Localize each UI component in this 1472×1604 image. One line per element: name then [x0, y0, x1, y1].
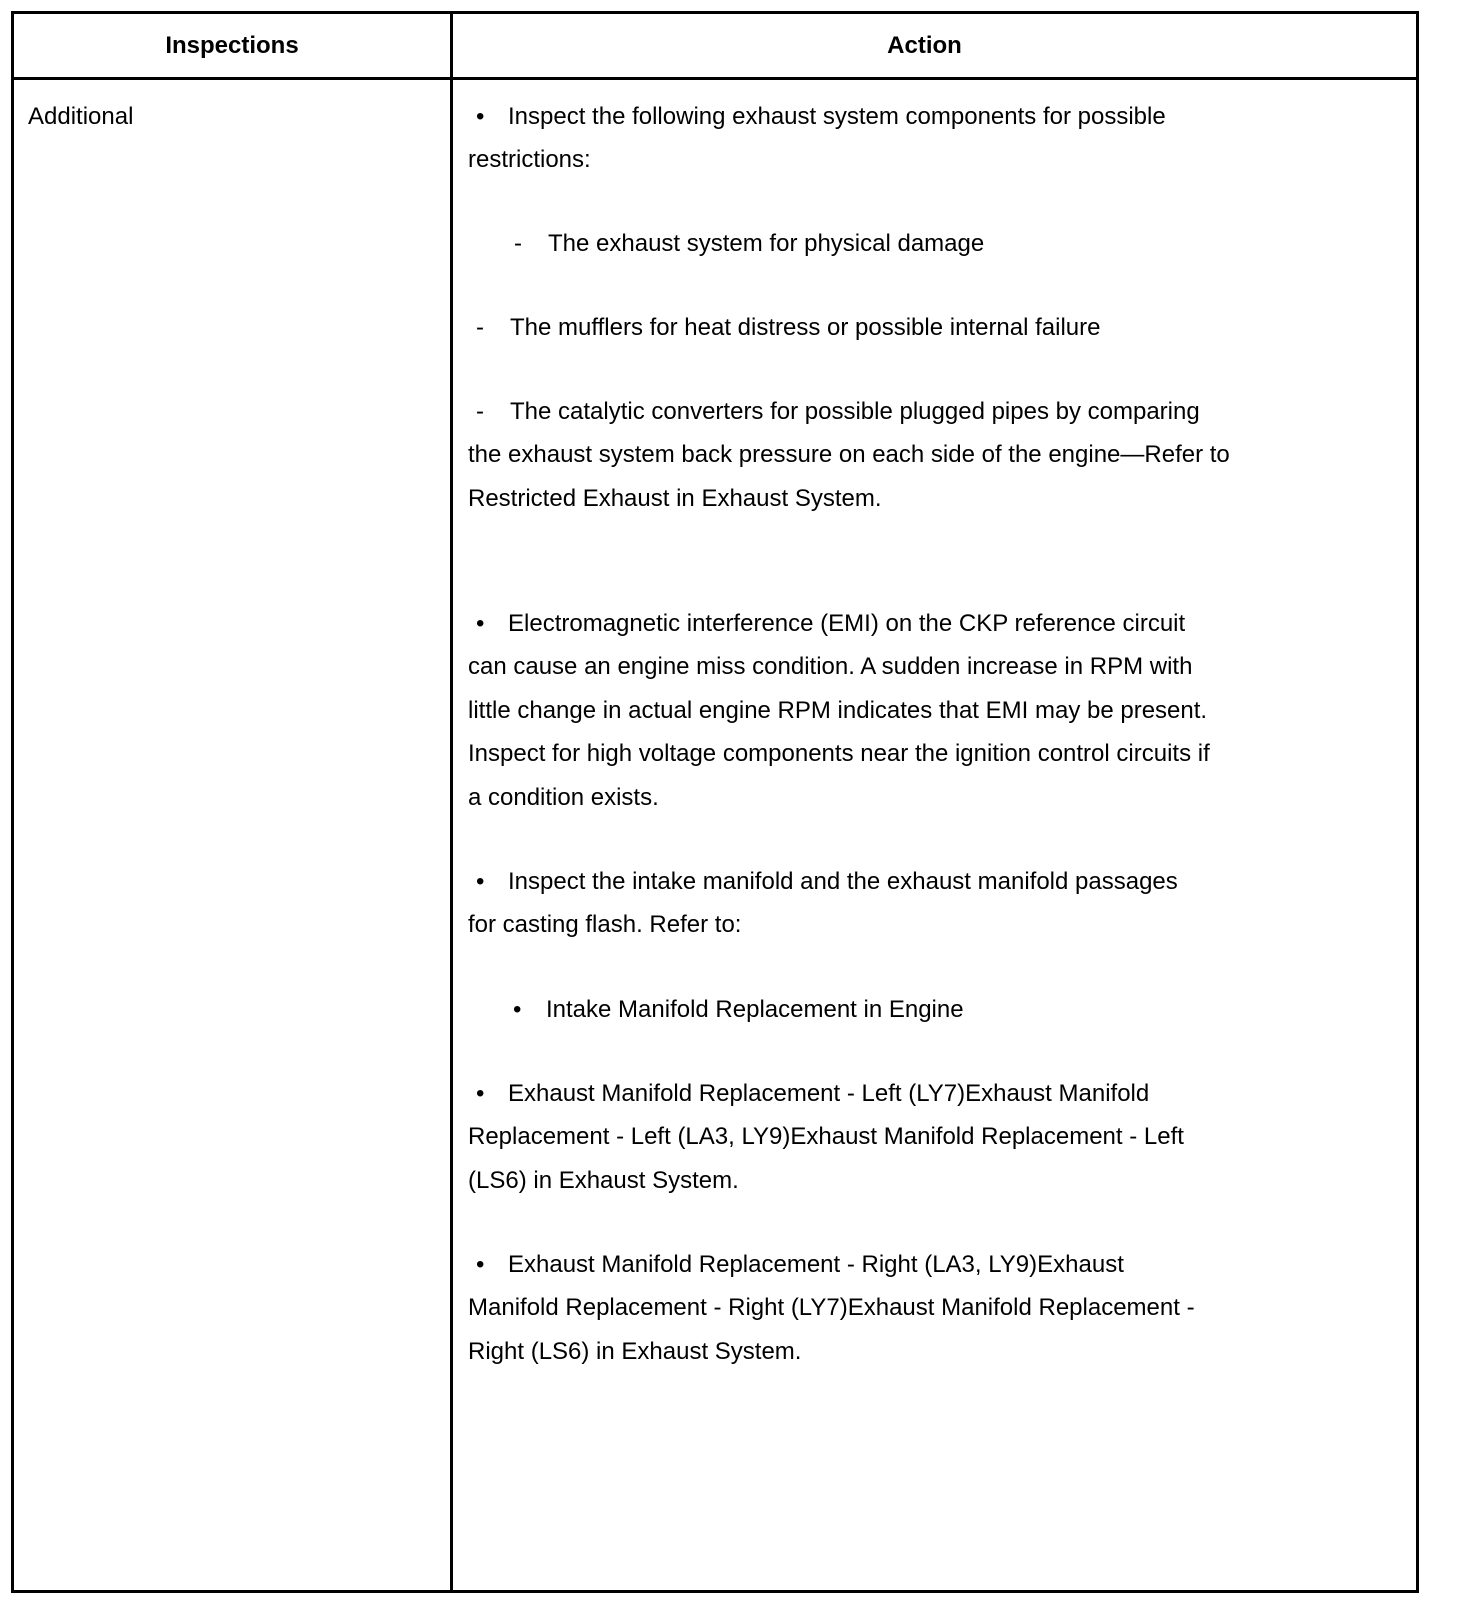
action-line: (LS6) in Exhaust System. [468, 1166, 739, 1194]
action-line: The mufflers for heat distress or possible internal failure [510, 314, 1101, 341]
action-item [468, 1243, 1195, 1373]
dash-icon: - [514, 230, 522, 257]
action-line: Inspect the following exhaust system components for possible [508, 103, 1166, 130]
action-line: The exhaust system for physical damage [548, 230, 985, 257]
bullet-icon: • [476, 1251, 485, 1278]
action-item [468, 1072, 1184, 1202]
action-line: Replacement - Left (LA3, LY9)Exhaust Manifold Replacement - Left [468, 1123, 1184, 1151]
action-line: for casting flash. Refer to: [468, 911, 742, 939]
bullet-icon: • [476, 610, 485, 637]
action-item [468, 222, 984, 265]
bullet-icon: • [513, 996, 522, 1023]
action-line: Intake Manifold Replacement in Engine [546, 996, 964, 1023]
column-divider [450, 11, 453, 1593]
action-item [468, 306, 1101, 349]
bullet-icon: • [476, 1080, 485, 1107]
dash-icon: - [476, 398, 484, 425]
action-line: the exhaust system back pressure on each side of the engine—Refer to [468, 441, 1230, 469]
action-item [468, 95, 1166, 182]
action-line: The catalytic converters for possible plugged pipes by comparing [510, 398, 1200, 425]
action-line: restrictions: [468, 146, 591, 174]
action-line: Inspect the intake manifold and the exhaust manifold passages [508, 868, 1178, 895]
action-line: little change in actual engine RPM indicates that EMI may be present. [468, 696, 1208, 724]
action-line: Restricted Exhaust in Exhaust System. [468, 484, 882, 512]
action-line: Exhaust Manifold Replacement - Left (LY7)Exhaust Manifold [508, 1080, 1150, 1107]
action-line: Exhaust Manifold Replacement - Right (LA3, LY9)Exhaust [508, 1251, 1124, 1278]
header-action: Action [887, 32, 962, 59]
action-line: Electromagnetic interference (EMI) on the CKP reference circuit [508, 610, 1186, 637]
action-line: Inspect for high voltage components near the ignition control circuits if [468, 740, 1210, 768]
header-divider [11, 77, 1419, 80]
dash-icon: - [476, 314, 484, 341]
action-item [468, 860, 1178, 947]
action-line: can cause an engine miss condition. A sudden increase in RPM with [468, 653, 1193, 681]
action-item [468, 390, 1230, 520]
action-line: Manifold Replacement - Right (LY7)Exhaust Manifold Replacement - [468, 1294, 1195, 1322]
bullet-icon: • [476, 103, 485, 130]
action-item [468, 988, 964, 1031]
inspection-cell: Additional [28, 103, 134, 130]
action-item [468, 602, 1210, 819]
action-line: a condition exists. [468, 783, 659, 811]
bullet-icon: • [476, 868, 485, 895]
header-inspections: Inspections [165, 32, 299, 59]
action-line: Right (LS6) in Exhaust System. [468, 1337, 802, 1365]
